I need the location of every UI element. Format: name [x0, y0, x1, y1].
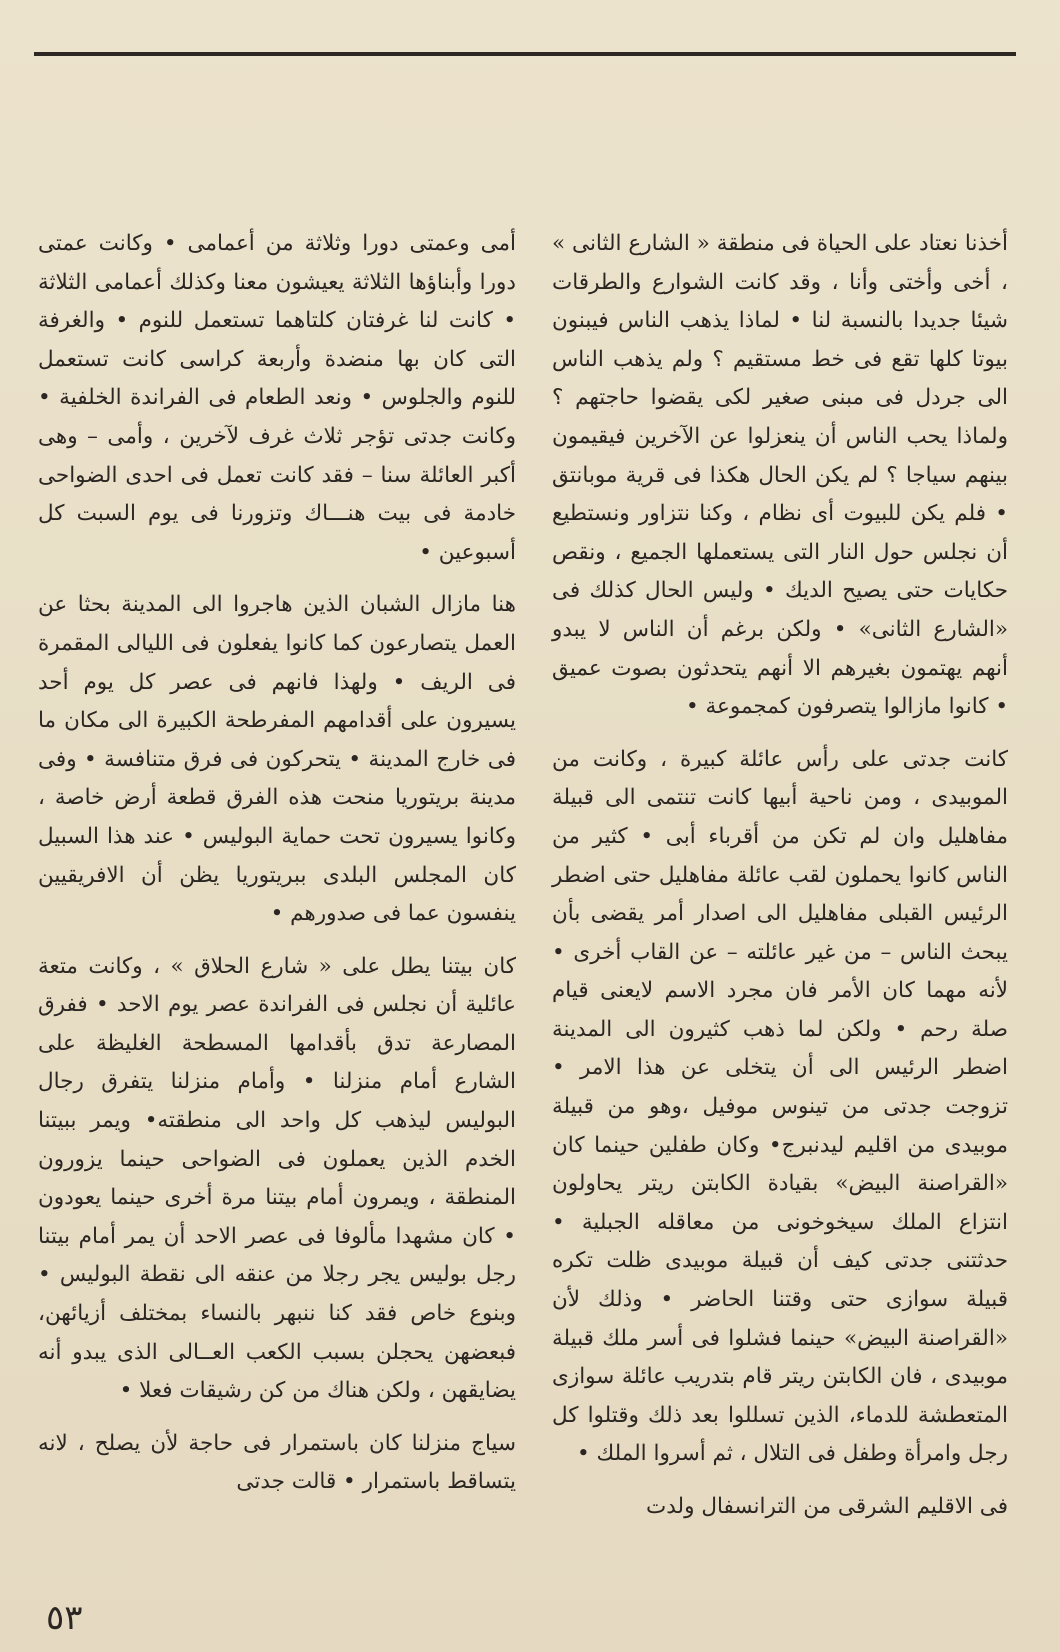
paragraph: أمى وعمتى دورا وثلاثة من أعمامى • وكانت عمتى دورا وأبناؤها الثلاثة يعيشون معنا وكذلك أعمامى الثلاثة • كانت لنا غرفتان كلتاهما تستعمل للنوم • والغرفة التى كان بها منضدة وأربعة كراسى كانت تستعمل للنوم والجلوس • ونعد الطعام فى الفراندة الخلفية • وكانت جدتى تؤجر ثلاث غرف لآخرين ، وأمى – وهى أكبر العائلة سنا – فقد كانت تعمل فى احدى الضواحى خادمة فى بيت هنـــاك وتزورنا فى يوم السبت كل أسبوعين • — [38, 231, 516, 565]
right-column — [552, 225, 1008, 1541]
paragraph: كان بيتنا يطل على « شارع الحلاق » ، وكانت متعة عائلية أن نجلس فى الفراندة عصر يوم الاحد • ففرق المصارعة تدق بأقدامها المسطحة الغليظة على الشارع أمام منزلنا • وأمام منزلنا يتفرق رجال البوليس ليذهب كل واحد الى منطقته• ويمر ببيتنا الخدم الذين يعملون فى الضواحى حينما يزورون المنطقة ، ويمرون أمام بيتنا مرة أخرى حينما يعودون • كان مشهدا مألوفا فى عصر الاحد أن يمر أمام بيتنا رجل بوليس يجر رجلا من عنقه الى نقطة البوليس • وبنوع خاص فقد كنا ننبهر بالنساء بمختلف أزيائهن، فبعضهن يحجلن بسبب الكعب العــالى الذى يبدو أنه يضايقهن ، ولكن هناك من كن رشيقات فعلا • — [38, 953, 516, 1404]
header-rule — [34, 52, 1016, 56]
paragraph: كانت جدتى على رأس عائلة كبيرة ، وكانت من الموبيدى ، ومن ناحية أبيها كانت تنتمى الى قبيلة مفاهليل وان لم تكن من أقرباء أبى • كثير من الناس كانوا يحملون لقب عائلة مفاهليل حتى اضطر الرئيس القبلى مفاهليل الى اصدار أمر يقضى بأن يبحث الناس – من غير عائلته – عن القاب أخرى • لأنه مهما كان الأمر فان مجرد الاسم لايعنى قيام صلة رحم • ولكن لما ذهب كثيرون الى المدينة اضطر الرئيس الى أن يتخلى عن هذا الامر • تزوجت جدتى من تينوس موفيل ،وهو من قبيلة موبيدى من اقليم ليدنبرج• وكان طفلين حينما كان «القراصنة البيض» بقيادة الكابتن ريتر يحاولون انتزاع الملك سيخوخونى من معاقله الجبلية • حدثتنى جدتى كيف أن قبيلة موبيدى ظلت تكره قبيلة سوازى حتى وقتنا الحاضر • وذلك لأن «القراصنة البيض» حينما فشلوا فى أسر ملك قبيلة موبيدى ، فان الكابتن ريتر قام بتدريب عائلة سوازى المتعطشة للدماء، الذين تسللوا بعد ذلك وقتلوا كل رجل وامرأة وطفل فى التلال ، ثم أسروا الملك • — [552, 746, 1008, 1467]
paragraph: سياج منزلنا كان باستمرار فى حاجة لأن يصلح ، لانه يتساقط باستمرار • قالت جدتى — [38, 1430, 516, 1495]
paragraph: فى الاقليم الشرقى من الترانسفال ولدت — [646, 1494, 1008, 1519]
page-number: ٥٣ — [46, 1598, 83, 1638]
left-column — [38, 225, 516, 1516]
paragraph: هنا مازال الشبان الذين هاجروا الى المدينة بحثا عن العمل يتصارعون كما كانوا يفعلون فى الليالى المقمرة فى الريف • ولهذا فانهم فى عصر كل يوم أحد يسيرون على أقدامهم المفرطحة الكبيرة الى مكان ما فى خارج المدينة • يتحركون فى فرق متنافسة • وفى مدينة بريتوريا منحت هذه الفرق قطعة أرض خاصة ، وكانوا يسيرون تحت حماية البوليس • عند هذا السبيل كان المجلس البلدى ببريتوريا يظن أن الافريقيين ينفسون عما فى صدورهم • — [38, 592, 516, 927]
paragraph: أخذنا نعتاد على الحياة فى منطقة « الشارع الثانى » ، أخى وأختى وأنا ، وقد كانت الشوارع والطرقات شيئا جديدا بالنسبة لنا • لماذا يذهب الناس فيبنون بيوتا كلها تقع فى خط مستقيم ؟ ولم يذهب الناس الى جردل فى مبنى صغير لكى يقضوا حاجتهم ؟ ولماذا يحب الناس أن ينعزلوا عن الآخرين فيقيمون بينهم سياجا ؟ لم يكن الحال هكذا فى قرية موبانتق • فلم يكن للبيوت أى نظام ، وكنا نتزاور ونستطيع أن نجلس حول النار التى يستعملها الجميع ، ونقص حكايات حتى يصيح الديك • وليس الحال كذلك فى «الشارع الثانى» • ولكن برغم أن الناس لا يبدو أنهم يهتمون بغيرهم الا أنهم يتحدثون بصوت عميق • كانوا مازالوا يتصرفون كمجموعة • — [552, 231, 1008, 720]
